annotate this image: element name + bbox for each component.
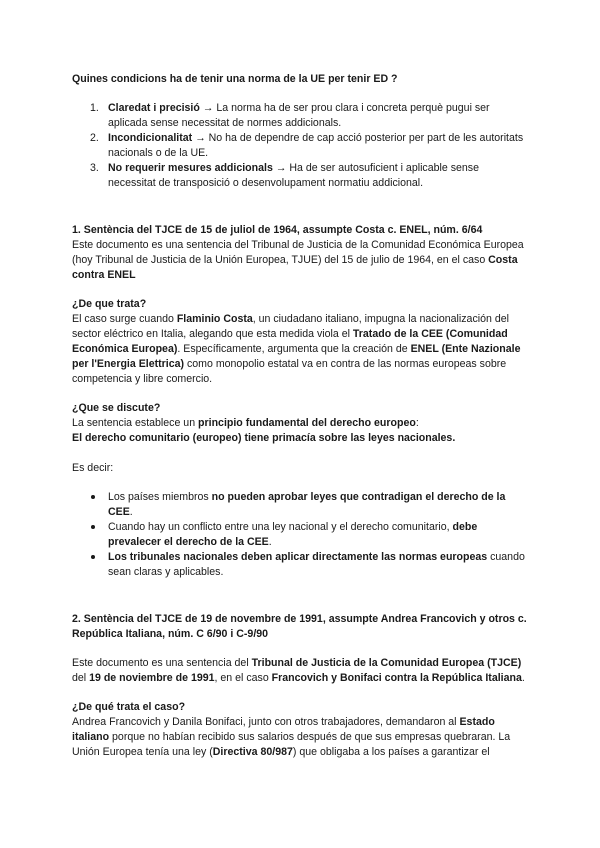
case1-question-1: ¿De que trata? (72, 298, 147, 310)
case1-question-2: ¿Que se discute? (72, 402, 161, 414)
condition-item: 3. No requerir mesures addicionals → Ha de ser autosuficient i aplicable sense necessitat de transposició o desenvolupament normatiu addicional. (90, 162, 479, 189)
case1-heading: 1. Sentència del TJCE de 15 de juliol de 1964, assumpte Costa c. ENEL, núm. 6/64 (72, 224, 483, 236)
conditions-list (72, 101, 528, 191)
case2-question-1: ¿De qué trata el caso? (72, 701, 186, 713)
case1-bullet-list (72, 490, 528, 580)
document-page (72, 64, 528, 760)
case1-paragraph-1: El caso surge cuando Flaminio Costa, un ciudadano italiano, impugna la nacionalización del sector eléctrico en Italia, alegando que esta medida viola el Tratado de la CEE (Comunidad Económica Europea). Específicamente, argumenta que la creación de ENEL (Ente Nazionale per l'Energia Elettrica) como monopolio estatal va en contra de las normas europeas sobre competencia y libre comercio. (72, 313, 521, 385)
case1-paragraph-2: La sentencia establece un principio fundamental del derecho europeo: (72, 417, 419, 429)
bullet-icon (91, 555, 95, 559)
case1-es-decir: Es decir: (72, 462, 114, 474)
case2-heading: 2. Sentència del TJCE de 19 de novembre de 1991, assumpte Andrea Francovich y otros c. República Italiana, núm. C 6/90 i C-9/90 (72, 613, 527, 640)
case1-intro: Este documento es una sentencia del Tribunal de Justicia de la Comunidad Económica Europea (hoy Tribunal de Justicia de la Unión Europea, TJUE) del 15 de julio de 1964, en el caso Costa contra ENEL (72, 239, 524, 281)
case1-principle: El derecho comunitario (europeo) tiene primacía sobre las leyes nacionales. (72, 432, 456, 444)
bullet-item: Los países miembros no pueden aprobar leyes que contradigan el derecho de la CEE. (72, 490, 528, 520)
bullet-item: Los tribunales nacionales deben aplicar directamente las normas europeas cuando sean claras y aplicables. (72, 550, 528, 580)
case2-paragraph-2: Andrea Francovich y Danila Bonifaci, junto con otros trabajadores, demandaron al Estado italiano porque no habían recibido sus salarios después de que sus empresas quebraran. La Unión Europea tenía una ley (Directiva 80/987) que obligaba a los países a garantizar el (72, 716, 511, 758)
bullet-icon (91, 495, 95, 499)
question-heading: Quines condicions ha de tenir una norma de la UE per tenir ED ? (72, 73, 398, 85)
bullet-item: Cuando hay un conflicto entre una ley nacional y el derecho comunitario, debe prevalecer el derecho de la CEE. (72, 520, 528, 550)
condition-item: 1. Claredat i precisió → La norma ha de ser prou clara i concreta perquè pugui ser aplicada sense necessitat de normes addicionals. (90, 102, 490, 129)
bullet-icon (91, 525, 95, 529)
condition-item: 2. Incondicionalitat → No ha de dependre de cap acció posterior per part de les autoritats nacionals o de la UE. (90, 132, 524, 159)
case2-paragraph-1: Este documento es una sentencia del Tribunal de Justicia de la Comunidad Europea (TJCE) del 19 de noviembre de 1991, en el caso Francovich y Bonifaci contra la República Italiana. (72, 657, 525, 684)
